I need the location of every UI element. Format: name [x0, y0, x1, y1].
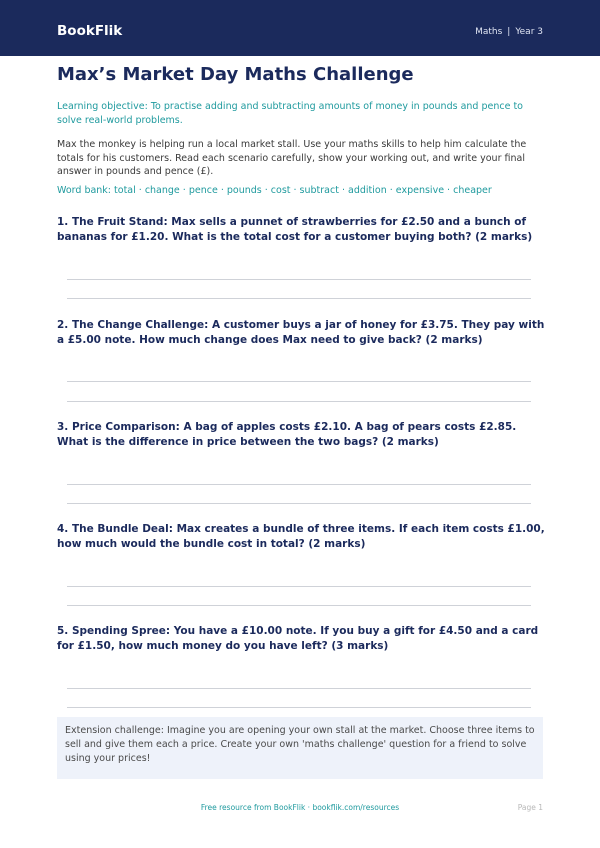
question-4-prompt: 4. The Bundle Deal: Max creates a bundle of three items. If each item costs £1.00, how much would the bundle cost in total? (2 marks): [57, 523, 545, 550]
answer-line-4a[interactable]: [67, 586, 531, 587]
question-1-prompt: 1. The Fruit Stand: Max sells a punnet of strawberries for £2.50 and a bunch of bananas for £1.20. What is the total cost for a customer buying both? (2 marks): [57, 216, 533, 243]
answer-line-4b[interactable]: [67, 605, 531, 606]
word-bank: Word bank: total · change · pence · pounds · cost · subtract · addition · expensive · cheaper: [57, 185, 492, 196]
page-number: Page 1: [517, 803, 543, 812]
answer-line-2a[interactable]: [67, 381, 531, 382]
header-bar: [0, 0, 600, 56]
question-5-prompt: 5. Spending Spree: You have a £10.00 note. If you buy a gift for £4.50 and a card for £1.50, how much money do you have left? (3 marks): [57, 625, 539, 652]
answer-line-5a[interactable]: [67, 688, 531, 689]
subject-label: Maths: [475, 27, 503, 37]
meta-separator: |: [507, 27, 511, 37]
answer-line-1b[interactable]: [67, 298, 531, 299]
brand-logo-text: BookFlik: [57, 23, 123, 39]
answer-line-1a[interactable]: [67, 279, 531, 280]
year-label: Year 3: [515, 27, 543, 37]
question-3: [57, 420, 547, 450]
question-1: [57, 215, 547, 245]
learning-objective: Learning objective: To practise adding and subtracting amounts of money in pounds and pence to solve real-world problems.: [57, 101, 523, 126]
footer-credit: Free resource from BookFlik · bookflik.com/resources: [200, 803, 400, 812]
subject-year-label: [475, 27, 543, 37]
extension-challenge-box: [57, 717, 543, 779]
answer-line-3a[interactable]: [67, 484, 531, 485]
question-2: [57, 318, 547, 348]
answer-line-5b[interactable]: [67, 707, 531, 708]
intro-paragraph: Max the monkey is helping run a local market stall. Use your maths skills to help him calculate the totals for his customers. Read each scenario carefully, show your working out, and write your final answer in pounds and pence (£).: [57, 139, 527, 177]
answer-line-3b[interactable]: [67, 503, 531, 504]
answer-line-2b[interactable]: [67, 401, 531, 402]
question-4: [57, 522, 547, 552]
worksheet-title: Max’s Market Day Maths Challenge: [57, 64, 414, 85]
question-2-prompt: 2. The Change Challenge: A customer buys a jar of honey for £3.75. They pay with a £5.00 note. How much change does Max need to give back? (2 marks): [57, 319, 545, 346]
question-3-prompt: 3. Price Comparison: A bag of apples costs £2.10. A bag of pears costs £2.85. What is the difference in price between the two bags? (2 marks): [57, 421, 517, 448]
question-5: [57, 624, 547, 654]
extension-challenge-text: Extension challenge: Imagine you are opening your own stall at the market. Choose three items to sell and give them each a price. Create your own 'maths challenge' question for a friend to solve using your prices!: [65, 725, 535, 764]
